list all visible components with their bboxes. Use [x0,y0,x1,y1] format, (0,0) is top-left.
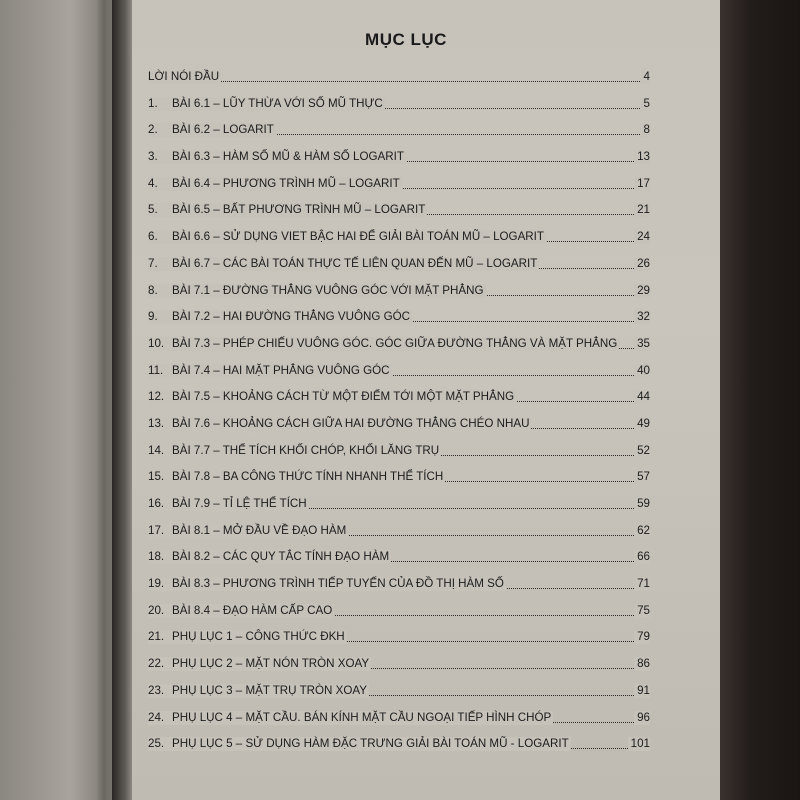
toc-entry-intro[interactable] [148,60,650,84]
toc-entry[interactable] [148,644,650,671]
dot-leader [148,81,650,82]
table-of-contents [148,60,650,751]
toc-entry[interactable] [148,591,650,618]
toc-entry-number: 15. [148,470,172,484]
toc-entry[interactable] [148,484,650,511]
toc-entry-page: 57 [634,470,650,484]
toc-entry-number: 10. [148,337,172,351]
toc-entry-page: 91 [634,684,650,698]
toc-entry-label: BÀI 8.4 – ĐẠO HÀM CẤP CAO [172,603,333,617]
toc-entry-page: 13 [634,150,650,164]
toc-entry[interactable] [148,271,650,298]
toc-entry-number: 4. [148,177,172,191]
toc-entry-page: 5 [641,97,650,111]
toc-entry-number: 18. [148,550,172,564]
toc-entry-page: 52 [634,444,650,458]
toc-entry-number: 22. [148,657,172,671]
page-title: MỤC LỤC [365,30,447,49]
toc-entry-page: 79 [634,630,650,644]
toc-entry-label: BÀI 6.7 – CÁC BÀI TOÁN THỰC TẾ LIÊN QUAN ĐẾN MŨ – LOGARIT [172,256,538,270]
toc-entry-number: 7. [148,257,172,271]
toc-entry-label: BÀI 8.2 – CÁC QUY TẮC TÍNH ĐẠO HÀM [172,550,390,564]
toc-entry-page: 49 [634,417,650,431]
toc-entry-label: BÀI 6.3 – HÀM SỐ MŨ & HÀM SỐ LOGARIT [172,150,404,164]
toc-entry-page: 4 [641,70,650,84]
toc-entry-page: 66 [634,550,650,564]
toc-entry[interactable] [148,244,650,271]
toc-entry-label: BÀI 6.4 – PHƯƠNG TRÌNH MŨ – LOGARIT [172,176,400,190]
toc-entry-number: 19. [148,577,172,591]
toc-entry-number: 2. [148,123,172,137]
toc-entry-number: 11. [148,364,172,378]
toc-entry-number: 24. [148,711,172,725]
toc-entry-label: LỜI NÓI ĐẦU [148,70,220,83]
toc-entry-number: 13. [148,417,172,431]
toc-entry-page: 21 [634,203,650,217]
toc-entry-label: BÀI 7.8 – BA CÔNG THỨC TÍNH NHANH THỂ TÍCH [172,470,444,484]
toc-entry[interactable] [148,538,650,565]
toc-entry-label: BÀI 7.3 – PHÉP CHIẾU VUÔNG GÓC. GÓC GIỮA ĐƯỜNG THẲNG VÀ MẶT PHẲNG [172,336,618,350]
toc-entry-label: PHỤ LỤC 5 – SỬ DỤNG HÀM ĐẶC TRƯNG GIẢI BÀI TOÁN MŨ - LOGARIT [172,737,569,751]
toc-entry-page: 29 [634,284,650,298]
toc-entry-page: 44 [634,390,650,404]
toc-entry-label: BÀI 7.2 – HAI ĐƯỜNG THẲNG VUÔNG GÓC [172,310,411,324]
toc-entry-label: PHỤ LỤC 4 – MẶT CẦU. BÁN KÍNH MẶT CẦU NGOẠI TIẾP HÌNH CHÓP [172,710,552,724]
toc-entry-number: 23. [148,684,172,698]
toc-entry-label: BÀI 7.1 – ĐƯỜNG THẲNG VUÔNG GÓC VỚI MẶT PHẲNG [172,283,484,297]
toc-entry-number: 17. [148,524,172,538]
toc-entry-label: BÀI 8.3 – PHƯƠNG TRÌNH TIẾP TUYẾN CỦA ĐỒ THỊ HÀM SỐ [172,577,504,591]
toc-entry[interactable] [148,217,650,244]
toc-entry-page: 96 [634,711,650,725]
toc-entry[interactable] [148,458,650,485]
toc-entry-number: 14. [148,444,172,458]
toc-entry-page: 75 [634,604,650,618]
toc-entry-number: 1. [148,97,172,111]
toc-entry-label: PHỤ LỤC 3 – MẶT TRỤ TRÒN XOAY [172,683,367,697]
toc-entry-label: BÀI 7.5 – KHOẢNG CÁCH TỪ MỘT ĐIỂM TỚI MỘT MẶT PHẲNG [172,390,515,404]
toc-entry-label: BÀI 7.4 – HAI MẶT PHẲNG VUÔNG GÓC [172,363,390,377]
toc-entry-page: 40 [634,364,650,378]
toc-entry-page: 59 [634,497,650,511]
toc-entry[interactable] [148,84,650,111]
toc-entry-page: 32 [634,310,650,324]
page-edge-shadow [96,0,112,800]
toc-entry-label: BÀI 6.6 – SỬ DỤNG VIET BẬC HAI ĐỂ GIẢI BÀI TOÁN MŨ – LOGARIT [172,230,544,244]
toc-entry-page: 26 [634,257,650,271]
toc-entry-list [148,84,650,751]
toc-entry-page: 17 [634,177,650,191]
toc-entry[interactable] [148,298,650,325]
toc-entry-label: PHỤ LỤC 1 – CÔNG THỨC ĐKH [172,630,345,644]
toc-entry-label: BÀI 7.6 – KHOẢNG CÁCH GIỮA HAI ĐƯỜNG THẲNG CHÉO NHAU [172,416,530,430]
toc-entry-label: PHỤ LỤC 2 – MẶT NÓN TRÒN XOAY [172,657,370,671]
toc-entry-page: 101 [628,737,650,751]
toc-entry-number: 16. [148,497,172,511]
toc-entry[interactable] [148,351,650,378]
toc-entry-number: 5. [148,203,172,217]
toc-entry-label: BÀI 8.1 – MỞ ĐẦU VỀ ĐẠO HÀM [172,523,347,537]
book-gutter [112,0,134,800]
toc-entry-page: 71 [634,577,650,591]
toc-entry-number: 21. [148,630,172,644]
toc-entry[interactable] [148,404,650,431]
toc-entry[interactable] [148,725,650,752]
background-surface [720,0,800,800]
toc-entry-label: BÀI 6.2 – LOGARIT [172,123,274,137]
toc-entry[interactable] [148,137,650,164]
toc-entry[interactable] [148,671,650,698]
toc-entry-number: 6. [148,230,172,244]
toc-entry[interactable] [148,324,650,351]
toc-entry-number: 25. [148,737,172,751]
toc-entry-number: 3. [148,150,172,164]
toc-entry-label: BÀI 6.5 – BẤT PHƯƠNG TRÌNH MŨ – LOGARIT [172,203,426,217]
toc-entry-page: 86 [634,657,650,671]
toc-entry-page: 8 [641,123,650,137]
toc-entry[interactable] [148,431,650,458]
toc-entry-page: 62 [634,524,650,538]
toc-entry-page: 24 [634,230,650,244]
toc-entry[interactable] [148,164,650,191]
toc-entry[interactable] [148,111,650,138]
toc-entry-label: BÀI 7.9 – TỈ LỆ THỂ TÍCH [172,497,307,510]
toc-entry-label: BÀI 7.7 – THỂ TÍCH KHỐI CHÓP, KHỐI LĂNG TRỤ [172,443,440,457]
toc-entry-label: BÀI 6.1 – LŨY THỪA VỚI SỐ MŨ THỰC [172,96,383,110]
toc-entry[interactable] [148,378,650,405]
toc-entry-page: 35 [634,337,650,351]
toc-entry-number: 9. [148,310,172,324]
toc-entry[interactable] [148,618,650,645]
toc-entry[interactable] [148,191,650,218]
toc-entry[interactable] [148,511,650,538]
toc-entry[interactable] [148,698,650,725]
toc-entry-number: 20. [148,604,172,618]
toc-entry-number: 12. [148,390,172,404]
toc-entry-number: 8. [148,284,172,298]
toc-entry[interactable] [148,564,650,591]
